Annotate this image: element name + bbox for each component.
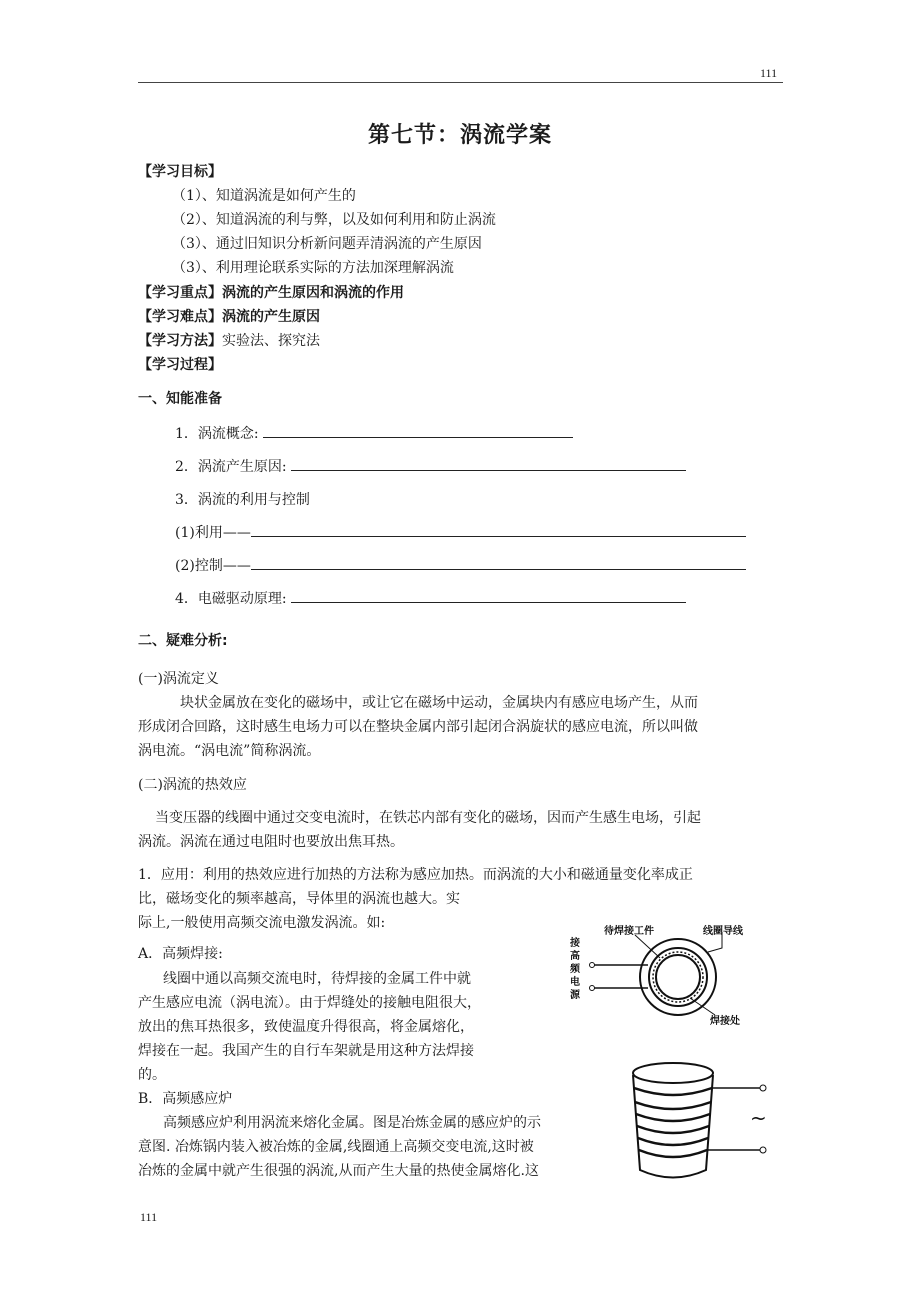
cause-row: [175, 455, 686, 479]
workpiece-hatch: [653, 952, 703, 1002]
difficulty-row: [138, 305, 320, 329]
control-label: (2)控制——: [175, 558, 251, 574]
furnace-line: 冶炼的金属中就产生很强的涡流,从而产生大量的热使金属熔化.这: [138, 1163, 539, 1179]
welding-heading: A．高频焊接:: [138, 946, 223, 962]
terminal-bottom: [590, 986, 595, 991]
workpiece-inner: [656, 955, 700, 999]
label-coil: 线圈导线: [703, 926, 743, 937]
label-weld: 焊接处: [710, 1016, 740, 1027]
header-page-number: 111: [760, 66, 778, 80]
coil-turn: [634, 1088, 712, 1095]
furnace-line: 高频感应炉利用涡流来熔化金属。图是冶炼金属的感应炉的示: [163, 1115, 541, 1131]
application-line: 1．应用：利用的热效应进行加热的方法称为感应加热。而涡流的大小和磁通量变化率成正: [138, 867, 693, 883]
label-source-1: 接: [570, 938, 580, 949]
page-title: 第七节：涡流学案: [367, 123, 552, 148]
welding-line: 线圈中通以高频交流电时，待焊接的金属工件中就: [163, 971, 471, 987]
control-row: [175, 554, 746, 578]
drive-answer-blank[interactable]: [291, 588, 686, 603]
cause-answer-blank[interactable]: [291, 456, 686, 471]
key-point-label: 【学习重点】: [138, 285, 222, 301]
concept-label: 1．涡流概念:: [175, 426, 264, 442]
coil-turn: [636, 1114, 710, 1121]
drive-label: 4．电磁驱动原理:: [175, 591, 292, 607]
definition-line: 形成闭合回路，这时感生电场力可以在整块金属内部引起闭合涡旋状的感应电流，所以叫做: [138, 719, 698, 735]
drive-row: [175, 587, 686, 611]
process-heading: 【学习过程】: [138, 357, 222, 373]
section2-heading: 二、疑难分析:: [138, 633, 228, 649]
label-workpiece: 待焊接工件: [604, 926, 654, 937]
ac-symbol-icon: ~: [750, 1106, 767, 1130]
application-line: 比，磁场变化的频率越高，导体里的涡流也越大。实: [138, 891, 460, 907]
furnace-figure: [620, 1040, 785, 1190]
sub1-heading: (一)涡流定义: [138, 671, 219, 687]
key-point-row: [138, 281, 404, 305]
use-label: (1)利用——: [175, 525, 251, 541]
section1-heading: 一、知能准备: [138, 391, 222, 407]
coil-turn: [637, 1126, 709, 1133]
cause-label: 2．涡流产生原因:: [175, 459, 292, 475]
welding-line: 的。: [138, 1067, 166, 1083]
crucible-rim: [633, 1063, 713, 1083]
objective-item: （1）、知道涡流是如何产生的: [172, 188, 356, 204]
welding-line: 放出的焦耳热很多，致使温度升得很高，将金属熔化，: [138, 1019, 474, 1035]
method-label: 【学习方法】: [138, 333, 222, 349]
method-row: [138, 329, 320, 353]
sub2-heading: (二)涡流的热效应: [138, 777, 247, 793]
label-source-2: 高: [570, 951, 580, 962]
concept-answer-blank[interactable]: [263, 423, 573, 438]
label-source-3: 频: [570, 964, 580, 975]
concept-row: [175, 422, 573, 446]
objective-item: （3）、利用理论联系实际的方法加深理解涡流: [172, 260, 454, 276]
difficulty-value: 涡流的产生原因: [222, 309, 320, 325]
label-source-5: 源: [570, 990, 580, 1001]
difficulty-label: 【学习难点】: [138, 309, 222, 325]
furnace-terminal-bottom: [760, 1147, 766, 1153]
label-source-4: 电: [570, 977, 580, 988]
objective-item: （2）、知道涡流的利与弊，以及如何利用和防止涡流: [172, 212, 496, 228]
definition-line: 块状金属放在变化的磁场中，或让它在磁场中运动，金属块内有感应电场产生，从而: [180, 695, 698, 711]
furnace-terminal-top: [760, 1085, 766, 1091]
welding-line: 焊接在一起。我国产生的自行车架就是用这种方法焊接: [138, 1043, 474, 1059]
header-rule: [138, 82, 783, 83]
coil-turn: [635, 1102, 711, 1109]
coil-turn: [638, 1138, 708, 1145]
footer-page-number: 111: [140, 1210, 158, 1224]
control-answer-blank[interactable]: [251, 555, 746, 570]
objective-item: （3）、通过旧知识分析新问题弄清涡流的产生原因: [172, 236, 482, 252]
furnace-line: 意图. 冶炼锅内装入被冶炼的金属,线圈通上高频交变电流,这时被: [138, 1139, 534, 1155]
welding-figure: [560, 920, 785, 1030]
key-point-value: 涡流的产生原因和涡流的作用: [222, 285, 404, 301]
furnace-heading: B．高频感应炉: [138, 1091, 233, 1107]
objectives-heading: 【学习目标】: [138, 164, 222, 180]
welding-line: 产生感应电流（涡电流）。由于焊缝处的接触电阻很大，: [138, 995, 481, 1011]
workpiece-outer: [649, 948, 707, 1006]
definition-line: 涡电流。“涡电流”简称涡流。: [138, 743, 321, 759]
use-control-heading: 3．涡流的利用与控制: [175, 492, 310, 508]
heat-line: 涡流。涡流在通过电阻时也要放出焦耳热。: [138, 834, 404, 850]
terminal-top: [590, 963, 595, 968]
coil-turn: [639, 1150, 707, 1157]
heat-line: 当变压器的线圈中通过交变电流时，在铁芯内部有变化的磁场，因而产生感生电场，引起: [155, 810, 701, 826]
method-value: 实验法、探究法: [222, 333, 320, 349]
application-line: 际上,一般使用高频交流电激发涡流。如:: [138, 915, 386, 931]
use-answer-blank[interactable]: [251, 522, 746, 537]
use-row: [175, 521, 746, 545]
